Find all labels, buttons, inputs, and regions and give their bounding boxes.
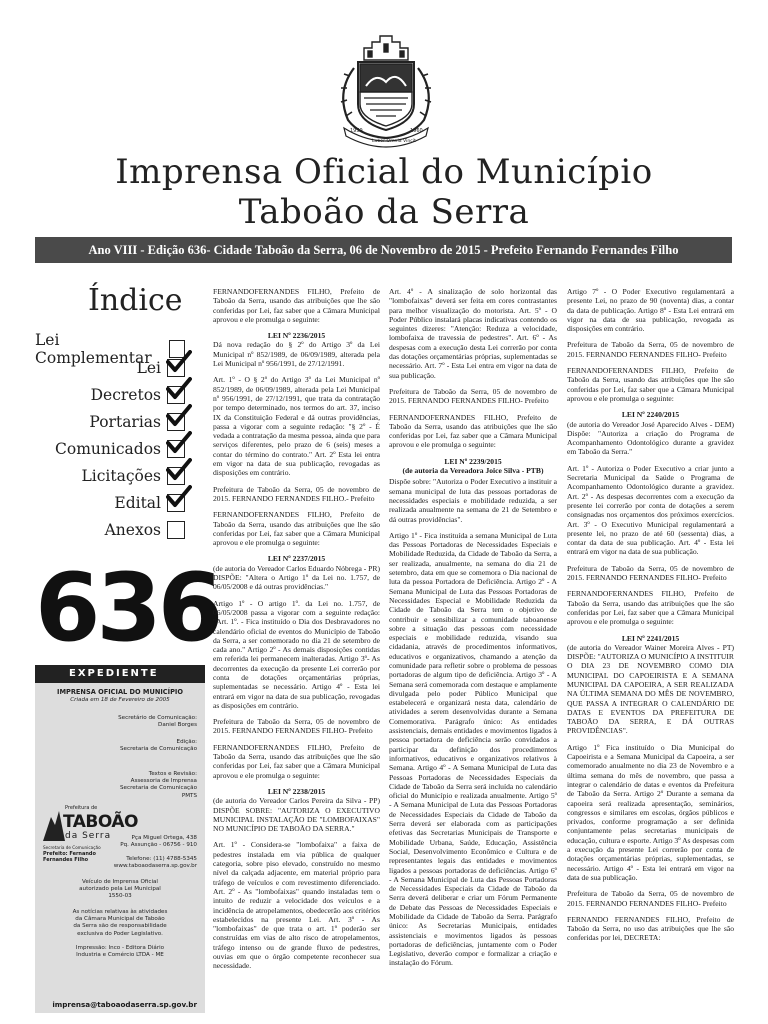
paragraph: FERNANDOFERNANDES FILHO, Prefeito de Taboão da Serra, usando das atribuições que lhe são conferidas por Lei, faz saber que a Câmara Municipal aprovou e ele promulga o seguinte: <box>213 742 380 780</box>
expediente-block <box>41 879 199 901</box>
index-item-label: Lei Complementar <box>35 331 152 367</box>
index-item-label: Licitações <box>81 467 161 485</box>
index-item-label: Comunicados <box>55 440 161 458</box>
paragraph: Artigo 1º Fica instituído o Dia Municipal do Capoeirista e a Semana Municipal da Capoeira, a ser comemorado anualmente no dia 23 de Novembro e a última semana do mês de novembro, que passa a integrar o calendário de datas e eventos da Prefeitura de Taboão da Serra. Artigo 2º Durante a semana da capoeira será realizada apresentação, seminários, congressos e similares em escolas, órgãos públicos e privados, conforme programação a ser definida conjuntamente pelas secretarias municipais de educação, cultura e esporte. Artigo 3º As despesas com a execução da presente Lei correrão por conta de dotações orçamentárias próprias, suplementadas, se necessário. Artigo 4º - Esta lei entrará em vigor na data de sua publicação. <box>567 742 734 882</box>
law-heading: LEI Nº 2236/2015 <box>267 331 326 341</box>
paragraph: FERNANDO FERNANDES FILHO, Prefeito de Taboão da Serra, no uso das atribuições que lhe são conferidas por lei, DECRETA: <box>567 914 734 943</box>
expediente-line: Secretário de Comunicação: <box>118 715 197 721</box>
paragraph: FERNANDOFERNANDES FILHO, Prefeito de Taboão da Serra, usando das atribuições que lhe são conferidas por Lei, faz saber que a Câmara Municipal aprovou e ele promulga o seguinte: <box>567 589 734 627</box>
svg-text:1960: 1960 <box>410 128 423 134</box>
logo-line-sub: da Serra <box>65 831 112 841</box>
law-heading: LEI Nº 2237/2015 <box>267 554 326 564</box>
paragraph: Prefeitura de Taboão da Serra, 05 de novembro de 2015. FERNANDO FERNANDES FILHO.- Prefeito <box>213 484 380 503</box>
expediente-line: da Câmara Municipal de Taboão <box>75 916 165 923</box>
expediente-line: PMTS <box>181 792 197 799</box>
expediente-line: autorizado pela Lei Municipal <box>79 886 161 893</box>
expediente-line: Industria e Comércio LTDA - ME <box>76 952 164 959</box>
paragraph: Art. 4º - A sinalização de solo horizontal das "lombofaixas" deverá ser feita em cores contrastantes para melhor visualização do motorista. Art. 5º - O Poder Público instalará placas indicativas contendo os seguintes dizeres: "Atenção: Reduza a velocidade, lombofaixa de travessia de pedestres". Art. 6º - As despesas com a execução desta Lei correrão por conta das dotações orçamentárias próprias, suplementadas se necessário. Art. 7º - Esta Lei entra em vigor na data de sua publicação. <box>389 287 557 380</box>
checked-box-icon <box>167 467 185 485</box>
paragraph: (de autoria do Vereador Carlos Eduardo Nóbrega - PR) DISPÕE: "Altera o Artigo 1º da Lei no. 1.757, de 06/05/2008 e dá outras providências." <box>213 563 380 592</box>
index-item[interactable] <box>35 413 185 431</box>
logo-line-dept: Secretaria de Comunicação <box>43 845 101 850</box>
paragraph: (de autoria do Vereador José Aparecido Alves - DEM) Dispõe: "Autoriza a criação do Programa de Acompanhamento Odontológico durante a gravidez em Taboão da Serra." <box>567 419 734 457</box>
index-item-label: Edital <box>114 494 161 512</box>
expediente-header: EXPEDIENTE <box>35 665 205 683</box>
expediente-line: Pça Miguel Ortega, 438 <box>131 835 197 841</box>
expediente-line: da Serra são de responsabilidade <box>73 923 167 930</box>
expediente-line: 1550-03 <box>108 893 132 900</box>
law-heading: LEI Nº 2238/2015 <box>267 786 326 796</box>
paragraph: Art. 1º - Autoriza o Poder Executivo a criar junto a Secretaria Municipal da Saúde o Programa de Acompanhamento Odontológico durante a gravidez. Art. 2º - As despesas decorrentes com a execução da presente lei correrão por conta de dotações a serem consignadas nos orçamentos dos próximos exercícios. Art. 3º - O Executivo Municipal regulamentará a presente lei, no prazo de até 60 (sessenta) dias, a contar da data de sua publicação. Art. 4º - Esta lei entrará em vigor na data de sua publicação. <box>567 463 734 557</box>
expediente-line: Secretaria de Comunicação <box>120 785 197 792</box>
municipal-crest-icon <box>330 32 442 150</box>
checked-box-icon <box>167 386 185 404</box>
paragraph: Prefeitura de Taboão da Serra, 05 de novembro de 2015. FERNANDO FERNANDES FILHO- Prefeito <box>567 340 734 359</box>
expediente-block <box>120 835 197 849</box>
expediente-line: Secretaria de Comunicação <box>120 746 197 753</box>
expediente-block <box>120 739 197 753</box>
paragraph: FERNANDOFERNANDES FILHO, Prefeito de Taboão da Serra, usando das atribuições que lhe são conferidas por Lei, faz saber que a Câmara Municipal aprovou e ele promulga o seguinte: <box>213 510 380 548</box>
index-item-label: Lei <box>136 359 161 377</box>
prefeitura-logo <box>43 801 138 863</box>
text-column-3 <box>567 287 734 950</box>
expediente-line: exclusiva do Poder Legislativo. <box>77 930 163 937</box>
svg-text:1959: 1959 <box>350 128 363 134</box>
checked-box-icon <box>167 494 185 512</box>
masthead-city: Taboão da Serra <box>238 192 530 232</box>
expediente-line: Daniel Borges <box>158 722 197 729</box>
expediente-line: www.taboaodaserra.sp.gov.br <box>113 863 197 870</box>
index-item[interactable] <box>35 521 185 539</box>
edition-banner: Ano VIII - Edição 636- Cidade Taboão da Serra, 06 de Novembro de 2015 - Prefeito Fernando Fernandes Filho <box>35 237 732 263</box>
index-item-label: Decretos <box>90 386 161 404</box>
expediente-line: Pq. Assunção - 06756 - 910 <box>120 842 197 849</box>
expediente-block <box>118 715 197 729</box>
expediente-block <box>114 856 197 870</box>
contact-email[interactable]: imprensa@taboaodaserra.sp.gov.br <box>52 1000 197 1009</box>
expediente-org: IMPRENSA OFICIAL DO MUNICÍPIO <box>57 688 183 696</box>
masthead-title: Imprensa Oficial do Município <box>115 152 653 192</box>
checked-box-icon <box>167 440 185 458</box>
checkbox-icon <box>167 521 185 539</box>
paragraph: Art. 1º - O § 2º do Artigo 3º da Lei Municipal nº 852/1989, de 06/09/1989, alterada pela Lei Municipal nº 956/1991, de 27/12/1991, que trata da contratação por tempo determinado, nos termos do art. 37, inciso IX da Constituição Federal e dá outras providências, passa a vigorar com a seguinte redação: "§ 2º - É vedada a contratação da mesma pessoa, ainda que para serviços diferentes, pelo prazo de 6 (seis) meses a contar do término do contrato." Art. 2º Esta lei entra em vigor na data de sua publicação, revogadas as disposições em contrário. <box>213 375 380 478</box>
expediente-created: Criada em 18 de Fevereiro de 2005 <box>70 697 170 703</box>
expediente-line: Textos e Revisão: <box>148 771 197 777</box>
paragraph: FERNANDOFERNANDES FILHO, Prefeito de Taboão da Serra, usando das atribuições que lhe são conferidas por Lei, faz saber que a Câmara Municipal aprovou e ele promulga o seguinte: <box>389 412 557 450</box>
mountain-logo-icon <box>43 807 65 841</box>
expediente-panel <box>35 683 205 1013</box>
paragraph: (de autoria do Vereador Wainer Moreira Alves - PT) DISPÕE: "AUTORIZA O MUNICÍPIO A INSTITUIR O DIA 23 DE NOVEMBRO COMO DIA MUNICIPAL DO CAPOEIRISTA E A SEMANA MUNICIPAL DA CAPOEIRA, A SER REALIZADA NA ÚLTIMA SEMANA DO MÊS DE NOVEMBRO, QUE PASSA A INTEGRAR O CALENDÁRIO DE DATAS E EVENTOS DA PREFEITURA DE TABOÃO DA SERRA, E DÁ OUTRAS PROVIDÊNCIAS". <box>567 642 734 736</box>
paragraph: Dá nova redação do § 2º do Artigo 3º da Lei Municipal nº 852/1989, de 06/09/1989, alterada pela Lei Municipal nº 956/1991, de 27/12/1991. <box>213 340 380 369</box>
expediente-line: Veículo de Imprensa Oficial <box>81 879 158 885</box>
index-item[interactable] <box>35 494 185 512</box>
text-column-2 <box>389 287 557 975</box>
law-heading: LEI Nº 2239/2015 <box>444 456 502 466</box>
paragraph: (de autoria do Vereador Carlos Pereira da Silva - PP) DISPÕE SOBRE: "AUTORIZA O EXECUTIVO MUNICIPAL INSTALAÇÃO DE "LOMBOFAIXAS" NO MUNICÍPIO DE TABOÃO DA SERRA." <box>213 796 380 834</box>
logo-line-top: Prefeitura de <box>65 805 98 811</box>
paragraph: Prefeitura de Taboão da Serra, 05 de novembro de 2015. FERNANDO FERNANDES FILHO- Prefeito <box>567 889 734 908</box>
law-author: (de autoria da Vereadora Joice Silva - PTB) <box>402 466 544 476</box>
expediente-block <box>120 771 197 800</box>
index-item[interactable] <box>35 359 185 377</box>
index-title: Índice <box>88 283 183 318</box>
paragraph: Prefeitura de Taboão da Serra, 05 de novembro de 2015. FERNANDO FERNANDES FILHO- Prefeito <box>567 563 734 583</box>
paragraph: Prefeitura de Taboão da Serra, 05 de novembro de 2015. FERNANDO FERNANDES FILHO- Prefeito <box>389 386 557 406</box>
text-column-1 <box>213 287 380 978</box>
expediente-block <box>41 945 199 959</box>
paragraph: FERNANDOFERNANDES FILHO, Prefeito de Taboão da Serra, usando das atribuições que lhe são conferidas por Lei, faz saber que a Câmara Municipal aprovou e ele promulga o seguinte: <box>213 287 380 324</box>
law-heading: LEI Nº 2241/2015 <box>621 633 680 643</box>
index-item-label: Anexos <box>104 521 161 539</box>
index-item[interactable] <box>35 386 185 404</box>
expediente-line: Edição: <box>176 739 197 745</box>
expediente-line: Assessoria de Imprensa <box>130 778 197 785</box>
logo-line-name: TABOÃO <box>63 812 138 832</box>
paragraph: Art. 1º - Considera-se "lombofaixa" a faixa de pedestres instalada em via pública de qualquer categoria, sobre piso elevado, construído no mesmo nível da calçada adjacente, em material próprio para tráfego de veículos e com revestimento diferenciado. Art. 2º - As "lombofaixas" quando instaladas tem o intuito de reduzir a velocidade dos veículos e a incidência de atropelamentos, obedecerão aos critérios estabelecidos na presente Lei. Art. 3º - As "lombofaixas" de que trata o art. 1º poderão ser construídas em vias de alto risco de atropelamentos, tráfego intenso ou de grande fluxo de pedestres, ouvias em que o órgão competente reconhecer sua necessidade. <box>213 840 380 971</box>
index-item-label: Portarias <box>89 413 161 431</box>
expediente-line: Impressão: Inco - Editora Diário <box>75 945 165 951</box>
paragraph: Artigo 1º - O artigo 1º. da Lei no. 1.757, de 06/05/2008 passa a vigorar com a seguinte redação: "Art. 1º. - Fica instituído o Dia dos Desbravadores no calendário oficial de eventos do Município de Taboão da Serra, a ser comemorado no dia 21 de setembro de cada ano." Artigo 2º - As demais disposições contidas em referida lei permanecem inalteradas. Artigo 3º- As decorrentes da execução da presente Lei correrão por conta de dotações orçamentárias próprias, suplementadas se necessário. Artigo 4º - Esta lei entrará em vigor na data de sua publicação, revogadas as disposições em contrário. <box>213 598 380 710</box>
checked-box-icon <box>167 359 185 377</box>
paragraph: Dispõe sobre: "Autoriza o Poder Executivo a instituir a semana municipal de luta das pessoas portadoras de necessidades especiais e mobilidade reduzida, a ser realizada anualmente na semana de 21 de Setembro e dá outras providências". <box>389 477 557 524</box>
svg-text:Labor Omnia Vincit: Labor Omnia Vincit <box>372 139 416 144</box>
law-heading: LEI Nº 2240/2015 <box>621 410 680 420</box>
paragraph: Prefeitura de Taboão da Serra, 05 de novembro de 2015. FERNANDO FERNANDES FILHO- Prefeito <box>213 717 380 736</box>
expediente-line: Telefone: (11) 4788-5345 <box>126 856 197 862</box>
paragraph: FERNANDOFERNANDES FILHO, Prefeito de Taboão da Serra, usando das atribuições que lhe são conferidas por Lei, faz saber que a Câmara Municipal aprovou e ele promulga o seguinte: <box>567 366 734 403</box>
expediente-line: As notícias relativas às atividades <box>72 909 168 915</box>
index-item[interactable] <box>35 467 185 485</box>
paragraph: Artigo 7º - O Poder Executivo regulamentará a presente Lei, no prazo de 90 (noventa) dias, a contar da data de publicação. Artigo 8º - Esta Lei entrará em vigor na data de sua publicação, revogada as disposições em contrário. <box>567 287 734 334</box>
logo-line-prefeito: Prefeito: Fernando Fernandes Filho <box>43 851 96 863</box>
paragraph: Artigo 1º - Fica instituída a semana Municipal de Luta das Pessoas Portadoras de Necessidades Especiais e Mobilidade Reduzida, da Cidade de Taboão da Serra, a ser realizada, anualmente, na semana do dia 21 de setembro, data em que se comemora o Dia nacional de luta da pessoa Portadora de Deficiência. Artigo 2º - A Semana Municipal de Luta das Pessoas Portadoras de Necessidades Especial e Mobilidade Reduzida da Cidade de Taboão da Serra tem o objetivo de contribuir e sensibilizar a comunidade taboanense sobre a situação das pessoas com necessidade especiais e mobilidade reduzida, visando sua cidadania, através de procedimentos informativos, educativos e organizativos, chamando a atenção da comunidade para refletir sobre o problema de pessoas portadoras de algum tipo de deficiência. Artigo 3º - A Semana será comemorada com destaque e amplamente divulgada pelo poder Público Municipal que estabelecerá e organizará nesta data, calendário de atividades a serem desenvolvidas durante a Semana Comemorativa. Parágrafo único: As entidades assistenciais, demais entidades e movimentos ligados à pessoa portadora de deficiência serão convidados a participar da definição dos procedimentos informativos, educativos e organizativos relativos à Semana. Artigo 4º - A Semana Municipal de Luta das Pessoas Portadoras de Necessidades Especiais da Cidade de Taboão da Serra será incluída no calendário oficial do Município e realizada anualmente. Artigo 5º - A Semana Municipal de Luta das Pessoas Portadoras de Necessidades Especiais da Cidade de Taboão da Serra deverá ser elaborada com as participações efetivas das Secretarias Municipais de Transporte e Mobilidade Urbana, Saúde, Educação, Assistência Social, Desenvolvimento Econômico e Cultura e de representantes legais das entidades e movimentos ligados a pessoas portadoras de deficiências. Artigo 6º - A Semana Municipal de Luta das Pessoas Portadoras de Necessidades Especiais da Cidade de Taboão da Serra deverá deliberar e criar um Fórum Permanente de Debate das Pessoas de Necessidades Especiais e Mobilidade da Cidade de Taboão da Serra. Parágrafo único: As Secretarias Municipais, entidades assistenciais e movimentos ligados às pessoas portadoras de deficiências, juntamente com o Poder Legislativo, deverão compor e formalizar a criação e instalação do Fórum. <box>389 530 557 968</box>
edition-number: 636 <box>35 554 220 663</box>
expediente-block <box>41 909 199 938</box>
index-item[interactable] <box>35 440 185 458</box>
checked-box-icon <box>167 413 185 431</box>
